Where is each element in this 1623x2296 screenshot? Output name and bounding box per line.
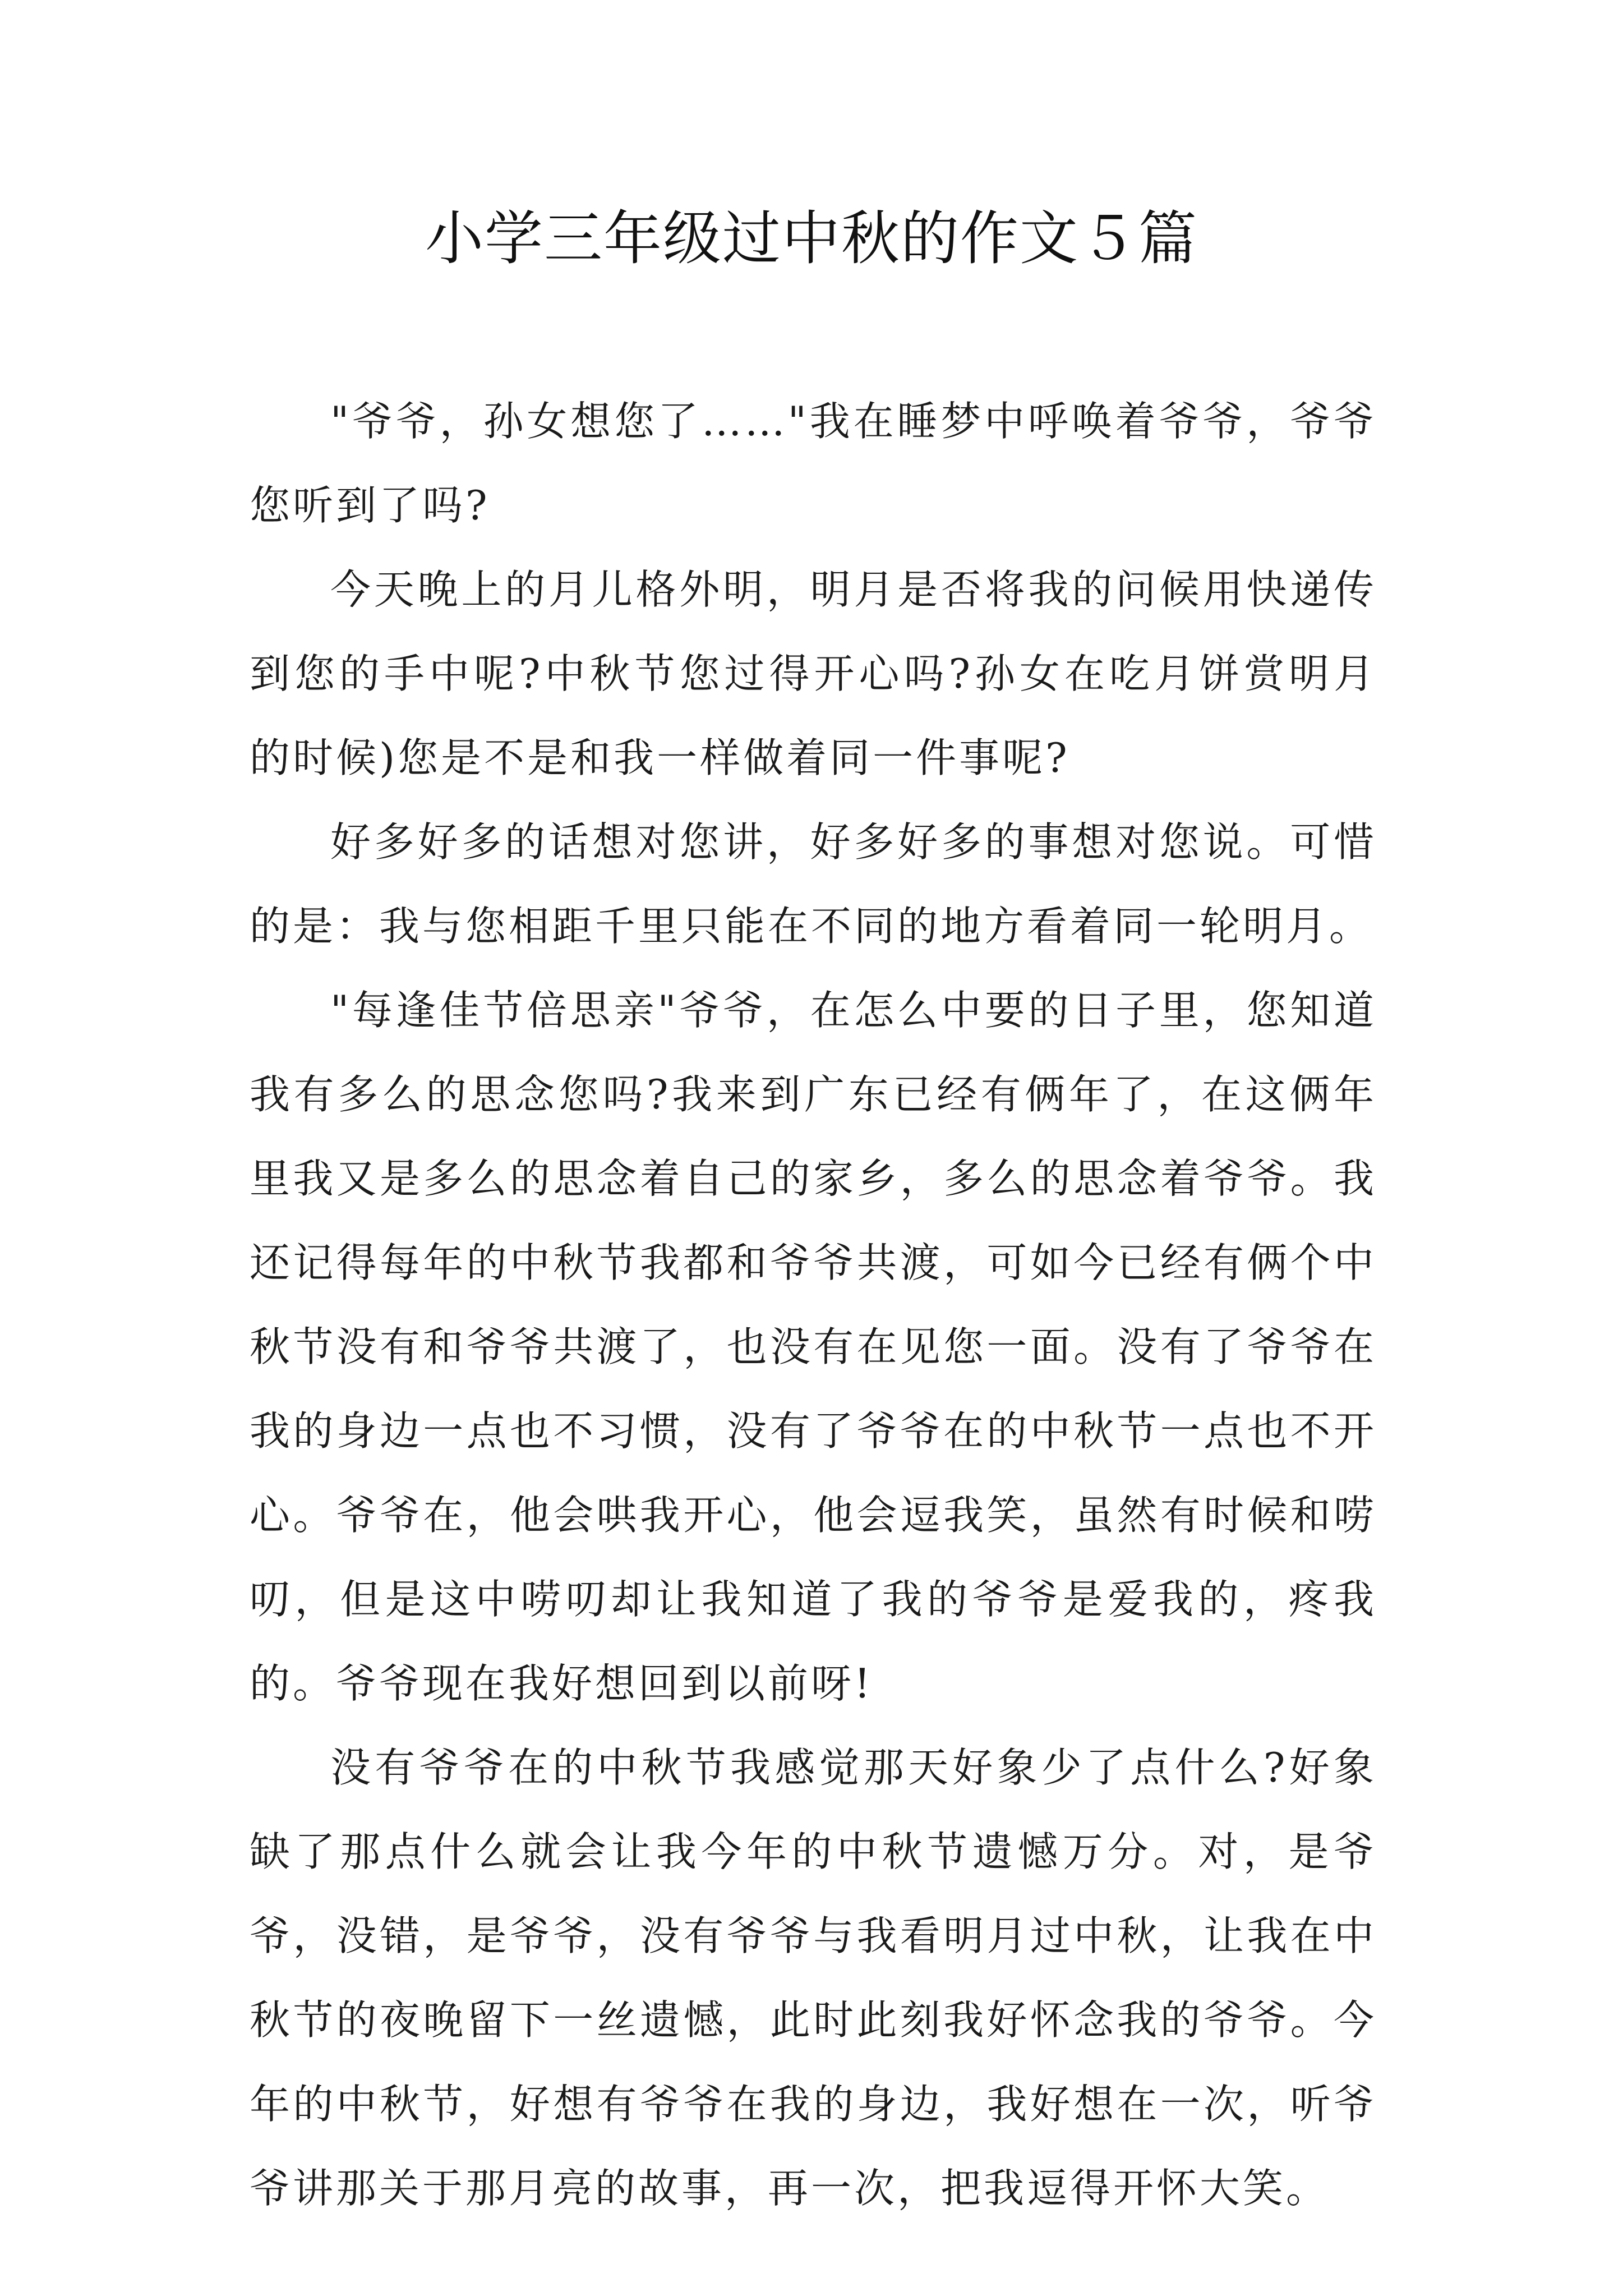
paragraph: 今天晚上的月儿格外明，明月是否将我的问候用快递传到您的手中呢?中秋节您过得开心吗?孙女在吃月饼赏明月的时候)您是不是和我一样做着同一件事呢? [250, 566, 1377, 781]
paragraph: 没有爷爷在的中秋节我感觉那天好象少了点什么?好象缺了那点什么就会让我今年的中秋节遗憾万分。对，是爷爷，没错，是爷爷，没有爷爷与我看明月过中秋，让我在中秋节的夜晚留下一丝遗憾，此时此刻我好怀念我的爷爷。今年的中秋节，好想有爷爷在我的身边，我好想在一次，听爷爷讲那关于那月亮的故事，再一次，把我逗得开怀大笑。 [250, 1744, 1377, 2212]
document-body [250, 379, 1377, 2230]
paragraph: "每逢佳节倍思亲"爷爷，在怎么中要的日子里，您知道我有多么的思念您吗?我来到广东已经有俩年了，在这俩年里我又是多么的思念着自己的家乡，多么的思念着爷爷。我还记得每年的中秋节我都和爷爷共渡，可如今已经有俩个中秋节没有和爷爷共渡了，也没有在见您一面。没有了爷爷在我的身边一点也不习惯，没有了爷爷在的中秋节一点也不开心。爷爷在，他会哄我开心，他会逗我笑，虽然有时候和唠叨，但是这中唠叨却让我知道了我的爷爷是爱我的，疼我的。爷爷现在我好想回到以前呀! [250, 987, 1377, 1707]
paragraph: 好多好多的话想对您讲，好多好多的事想对您说。可惜的是：我与您相距千里只能在不同的地方看着同一轮明月。 [250, 818, 1377, 950]
paragraph: "爷爷，孙女想您了……"我在睡梦中呼唤着爷爷，爷爷您听到了吗? [250, 398, 1377, 529]
document-title: 小学三年级过中秋的作文５篇 [425, 204, 1198, 273]
